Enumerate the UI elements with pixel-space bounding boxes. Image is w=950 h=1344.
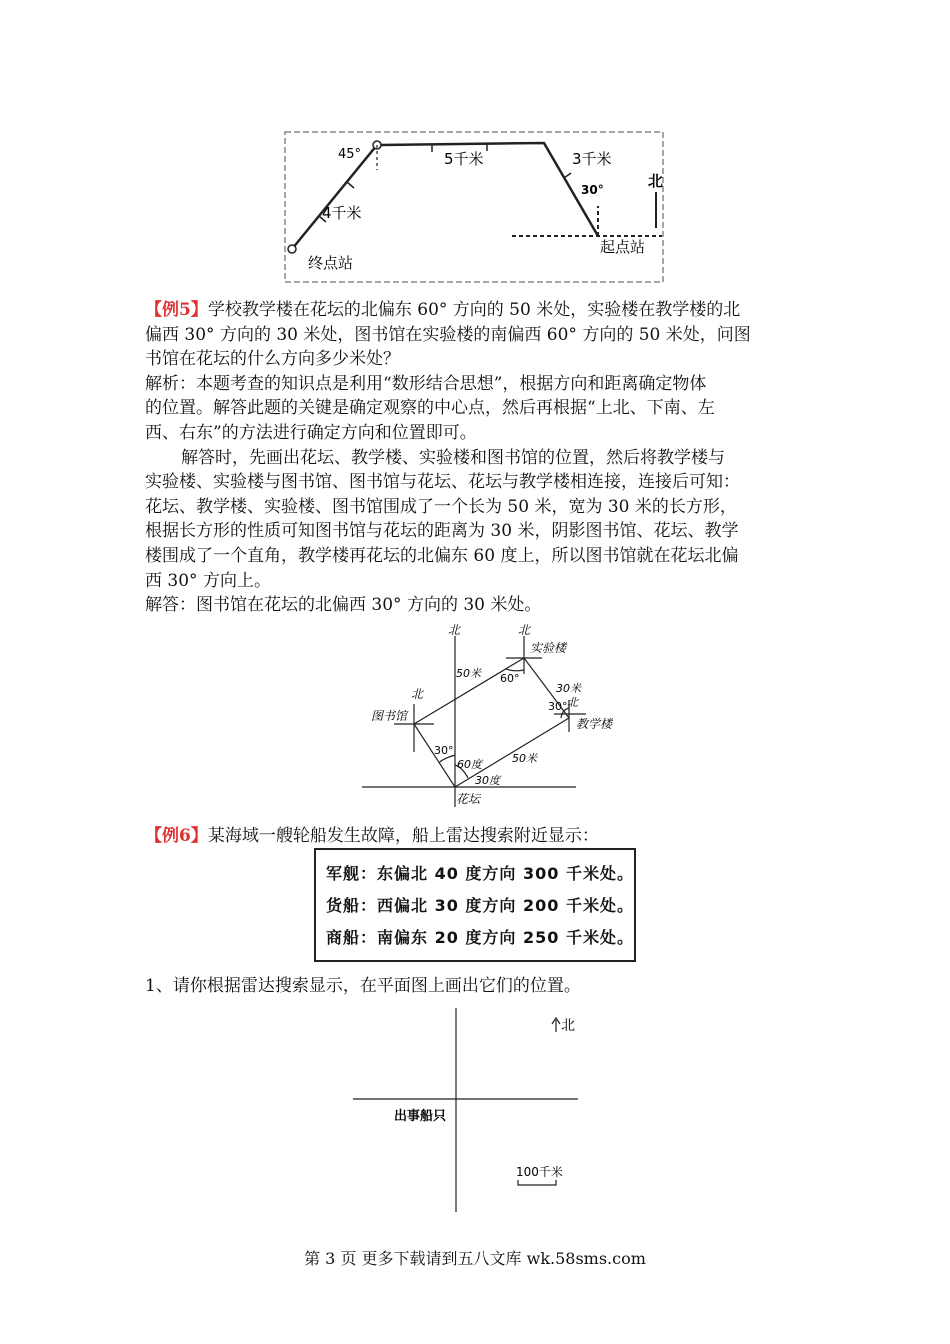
library-label: 图书馆 xyxy=(371,709,408,723)
radar-line-warship: 军舰：东偏北 40 度方向 300 千米处。 xyxy=(326,864,634,883)
dist-3km-label: 3千米 xyxy=(572,150,612,168)
end-station-label: 终点站 xyxy=(308,254,354,272)
route-diagram xyxy=(282,128,668,288)
analysis-line-2: 的位置。解答此题的关键是确定观察的中心点，然后再根据“上北、下南、左 xyxy=(145,398,715,419)
lab-building-label: 实验楼 xyxy=(530,641,567,655)
explain-line-6: 西 30° 方向上。 xyxy=(145,570,271,591)
garden-label: 花坛 xyxy=(456,792,481,806)
north-label: 北 xyxy=(561,1018,575,1034)
explain-line-5: 楼围成了一个直角，教学楼再花坛的北偏东 60 度上，所以图书馆就在花坛北偏 xyxy=(145,545,739,566)
question-1: 1、请你根据雷达搜索显示，在平面图上画出它们的位置。 xyxy=(145,976,581,996)
north-label-1: 北 xyxy=(448,623,461,637)
angle-45-label: 45° xyxy=(338,147,362,162)
radar-plane xyxy=(350,1004,586,1216)
explain-line-3: 花坛、教学楼、实验楼、图书馆围成了一个长为 50 米，宽为 30 米的长方形， xyxy=(145,496,737,517)
radar-display-box xyxy=(314,848,636,962)
analysis-line-1: 解析：本题考查的知识点是利用“数形结合思想”，根据方向和距离确定物体 xyxy=(145,373,707,394)
ship-label: 出事船只 xyxy=(394,1109,447,1124)
example-5-tag: 【例5】 xyxy=(145,300,208,320)
dist-30m-label: 30米 xyxy=(556,682,581,695)
example-5-line-2: 偏西 30° 方向的 30 米处，图书馆在实验楼的南偏西 60° 方向的 50 米处，问图 xyxy=(145,324,751,345)
teaching-building-label: 教学楼 xyxy=(576,717,613,731)
radar-line-merchant: 商船：南偏东 20 度方向 250 千米处。 xyxy=(326,928,634,947)
north-label: 北 xyxy=(648,172,664,190)
angle-60-top-label: 60° xyxy=(500,672,520,685)
example-5-line-1: 【例5】学校教学楼在花坛的北偏东 60° 方向的 50 米处，实验楼在教学楼的北 xyxy=(145,300,741,320)
angle-30-label: 30° xyxy=(581,183,604,197)
angle-30-right-label: 30° xyxy=(548,700,568,713)
north-label-2: 北 xyxy=(518,623,531,637)
radar-line-cargo: 货船：西偏北 30 度方向 200 千米处。 xyxy=(326,896,634,915)
explain-line-4: 根据长方形的性质可知图书馆与花坛的距离为 30 米，阴影图书馆、花坛、教学 xyxy=(145,521,739,542)
explain-line-1: 解答时，先画出花坛、教学楼、实验楼和图书馆的位置，然后将教学楼与 xyxy=(181,447,725,468)
answer-line: 解答：图书馆在花坛的北偏西 30° 方向的 30 米处。 xyxy=(145,595,542,616)
example-5-paragraph xyxy=(145,298,817,618)
angle-30-deg-label: 30度 xyxy=(475,774,500,787)
analysis-line-3: 西、右东”的方法进行确定方向和位置即可。 xyxy=(145,422,477,443)
example-6-intro-text: 某海域一艘轮船发生故障，船上雷达搜索附近显示： xyxy=(207,826,599,846)
dist-4km-label: 4千米 xyxy=(322,204,362,222)
scale-label: 100千米 xyxy=(516,1165,563,1179)
example-5-line-3: 书馆在花坛的什么方向多少米处？ xyxy=(145,349,400,370)
angle-60-deg-label: 60度 xyxy=(457,758,482,771)
example-6-tag: 【例6】 xyxy=(145,826,208,846)
north-label-3: 北 xyxy=(411,687,424,701)
start-station-label: 起点站 xyxy=(600,238,646,256)
angle-30-bottom-label: 30° xyxy=(434,744,454,757)
dist-5km-label: 5千米 xyxy=(444,150,484,168)
dist-50m-left-label: 50米 xyxy=(456,667,481,680)
example-6-intro xyxy=(145,824,817,849)
campus-diagram xyxy=(356,622,632,812)
explain-line-2: 实验楼、实验楼与图书馆、图书馆与花坛、花坛与教学楼相连接，连接后可知： xyxy=(145,472,740,493)
page-footer: 第 3 页 更多下载请到五八文库 wk.58sms.com xyxy=(304,1249,646,1268)
dist-50m-right-label: 50米 xyxy=(512,752,537,765)
north-label-4: 北 xyxy=(567,696,578,709)
